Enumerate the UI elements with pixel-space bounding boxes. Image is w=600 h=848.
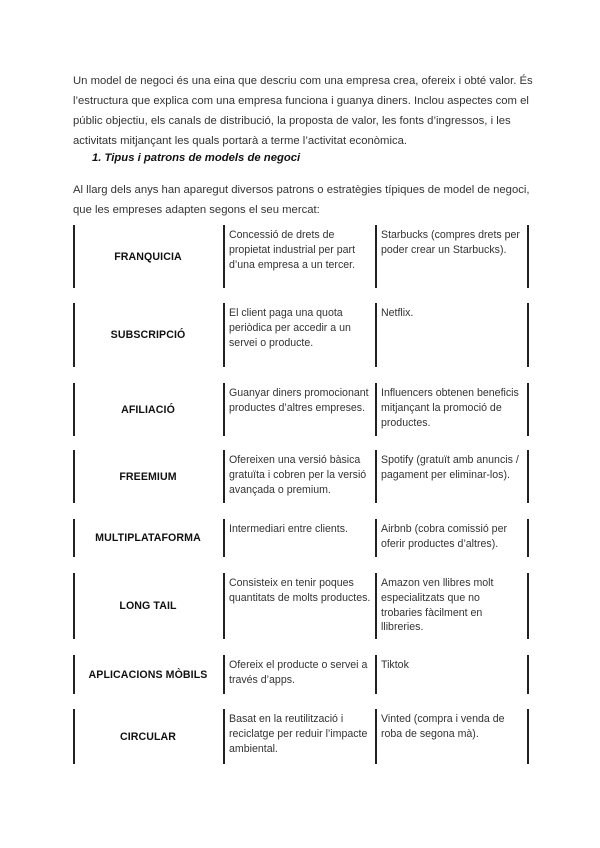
model-description: Consisteix en tenir poques quantitats de molts productes. [229, 577, 371, 604]
model-example: Vinted (compra i venda de roba de segona mà). [381, 713, 505, 740]
table-row [73, 383, 529, 436]
table-row [73, 655, 529, 694]
section-paragraph: Al llarg dels anys han aparegut diversos patrons o estratègies típiques de model de negoci, que les empreses adapten segons el seu mercat: [73, 184, 530, 216]
model-description: Intermediari entre clients. [229, 523, 348, 535]
model-name: LONG TAIL [119, 600, 177, 612]
model-example: Starbucks (compres drets per poder crear un Starbucks). [381, 229, 520, 256]
table-row [73, 573, 529, 639]
model-description: Concessió de drets de propietat industrial per part d’una empresa a un tercer. [229, 229, 356, 271]
table-row [73, 303, 529, 367]
model-description: Guanyar diners promocionant productes d’altres empreses. [229, 387, 369, 414]
model-name: MULTIPLATAFORMA [95, 532, 201, 544]
section-heading: 1. Tipus i patrons de models de negoci [92, 152, 301, 164]
model-description: Basat en la reutilització i reciclatge per reduir l’impacte ambiental. [229, 713, 368, 755]
model-description: Ofereixen una versió bàsica gratuïta i cobren per la versió avançada o premium. [229, 454, 367, 496]
table-row [73, 225, 529, 288]
model-name: FREEMIUM [119, 470, 177, 483]
model-example: Airbnb (cobra comissió per oferir productes d’altres). [381, 523, 507, 550]
model-name: CIRCULAR [119, 730, 177, 743]
model-example: Amazon ven llibres molt especialitzats que no trobaries fàcilment en llibreries. [381, 577, 494, 634]
model-example: Tiktok [381, 659, 409, 671]
model-name: APLICACIONS MÒBILS [88, 668, 208, 681]
model-name: AFILIACIÓ [121, 403, 175, 416]
table-row [73, 709, 529, 764]
model-name: FRANQUICIA [114, 250, 182, 263]
model-description: Ofereix el producte o servei a través d’apps. [229, 659, 368, 686]
model-name: SUBSCRIPCIÓ [110, 329, 186, 341]
model-example: Influencers obtenen beneficis mitjançant la promoció de productes. [381, 387, 519, 429]
model-description: El client paga una quota periòdica per accedir a un servei o producte. [229, 307, 351, 349]
intro-paragraph: Un model de negoci és una eina que descriu com una empresa crea, ofereix i obté valor. És l’estructura que explica com una empresa funciona i guanya diners. Inclou aspectes com el públic objectiu, els canals de distribució, la proposta de valor, les fonts d’ingressos, i les activitats mitjançant les quals portarà a terme l’activitat econòmica. [73, 75, 533, 147]
table-row [73, 450, 529, 503]
model-example: Netflix. [381, 307, 414, 319]
model-example: Spotify (gratuït amb anuncis / pagament per eliminar-los). [381, 454, 519, 481]
table-row [73, 519, 529, 557]
